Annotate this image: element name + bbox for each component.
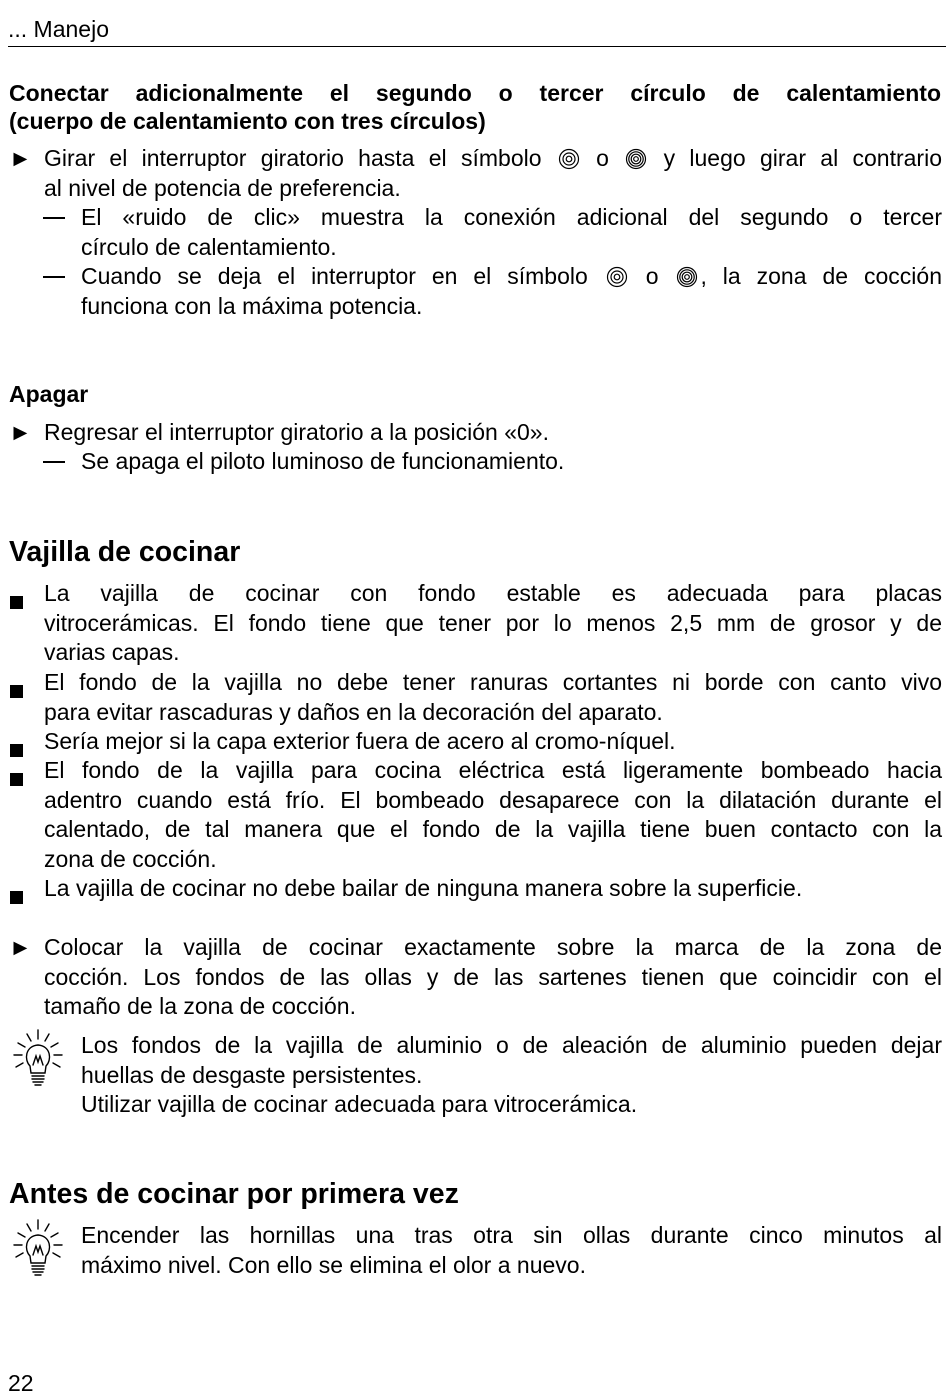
connect-result1-line2: círculo de calentamiento. — [81, 234, 337, 260]
header-rule — [8, 46, 946, 47]
connect-result2-line2: funciona con la máxima potencia. — [81, 293, 423, 319]
vajilla-bullet2-line1: El fondo de la vajilla no debe tener ranuras cortantes ni borde con canto vivo — [44, 669, 942, 695]
vajilla-tip-line3: Utilizar vajilla de cocinar adecuada para vitrocerámica. — [81, 1091, 638, 1117]
vajilla-tip-line2: huellas de desgaste persistentes. — [81, 1062, 423, 1088]
vajilla-bullet3-line1: Sería mejor si la capa exterior fuera de acero al cromo-níquel. — [44, 728, 676, 754]
triple-circle-icon — [625, 148, 647, 170]
result-dash — [43, 461, 65, 463]
connect-step-line2: al nivel de potencia de preferencia. — [44, 175, 401, 201]
double-circle-icon — [558, 148, 580, 170]
running-header: ... Manejo — [8, 16, 109, 42]
bullet-square — [10, 744, 23, 757]
action-marker: ► — [9, 934, 32, 960]
connect-result2-line1: Cuando se deja el interruptor en el símbolo o , la zona de cocción — [81, 263, 942, 289]
vajilla-step-line3: tamaño de la zona de cocción. — [44, 993, 356, 1019]
connect-result1-line1: El «ruido de clic» muestra la conexión adicional del segundo o tercer — [81, 204, 942, 230]
vajilla-bullet5-line1: La vajilla de cocinar no debe bailar de ninguna manera sobre la superficie. — [44, 875, 803, 901]
lightbulb-icon — [8, 1218, 68, 1278]
bullet-square — [10, 891, 23, 904]
result-dash — [43, 217, 65, 219]
action-marker: ► — [9, 419, 32, 445]
action-marker: ► — [9, 145, 32, 171]
vajilla-bullet1-line3: varias capas. — [44, 639, 180, 665]
vajilla-bullet1-line2: vitrocerámicas. El fondo tiene que tener por lo menos 2,5 mm de grosor y de — [44, 610, 942, 636]
vajilla-bullet4-line1: El fondo de la vajilla para cocina eléctrica está ligeramente bombeado hacia — [44, 757, 942, 783]
section-heading-apagar: Apagar — [9, 381, 89, 407]
triple-circle-icon — [676, 266, 698, 288]
section-heading-connect-line2: (cuerpo de calentamiento con tres círculos) — [9, 108, 486, 134]
apagar-result: Se apaga el piloto luminoso de funcionamiento. — [81, 448, 565, 474]
vajilla-step-line1: Colocar la vajilla de cocinar exactamente sobre la marca de la zona de — [44, 934, 942, 960]
connect-step-line1: Girar el interruptor giratorio hasta el símbolo o y luego girar al contrario — [44, 145, 942, 171]
vajilla-bullet1-line1: La vajilla de cocinar con fondo estable es adecuada para placas — [44, 580, 942, 606]
vajilla-bullet4-line3: calentado, de tal manera que el fondo de la vajilla tiene buen contacto con la — [44, 816, 942, 842]
result-dash — [43, 276, 65, 278]
vajilla-tip-line1: Los fondos de la vajilla de aluminio o de aleación de aluminio pueden dejar — [81, 1032, 942, 1058]
double-circle-icon — [606, 266, 628, 288]
section-heading-antes: Antes de cocinar por primera vez — [9, 1178, 459, 1210]
vajilla-step-line2: cocción. Los fondos de las ollas y de las sartenes tienen que coincidir con el — [44, 964, 942, 990]
section-heading-vajilla: Vajilla de cocinar — [9, 536, 241, 568]
bullet-square — [10, 685, 23, 698]
vajilla-bullet4-line4: zona de cocción. — [44, 846, 217, 872]
antes-tip-line2: máximo nivel. Con ello se elimina el olor a nuevo. — [81, 1252, 586, 1278]
antes-tip-line1: Encender las hornillas una tras otra sin ollas durante cinco minutos al — [81, 1222, 942, 1248]
section-heading-connect-line1: Conectar adicionalmente el segundo o tercer círculo de calentamiento — [9, 80, 941, 106]
lightbulb-icon — [8, 1028, 68, 1088]
apagar-step: Regresar el interruptor giratorio a la posición «0». — [44, 419, 549, 445]
bullet-square — [10, 596, 23, 609]
vajilla-bullet2-line2: para evitar rascaduras y daños en la decoración del aparato. — [44, 699, 663, 725]
vajilla-bullet4-line2: adentro cuando está frío. El bombeado desaparece con la dilatación durante el — [44, 787, 942, 813]
bullet-square — [10, 773, 23, 786]
page-number: 22 — [8, 1370, 34, 1396]
